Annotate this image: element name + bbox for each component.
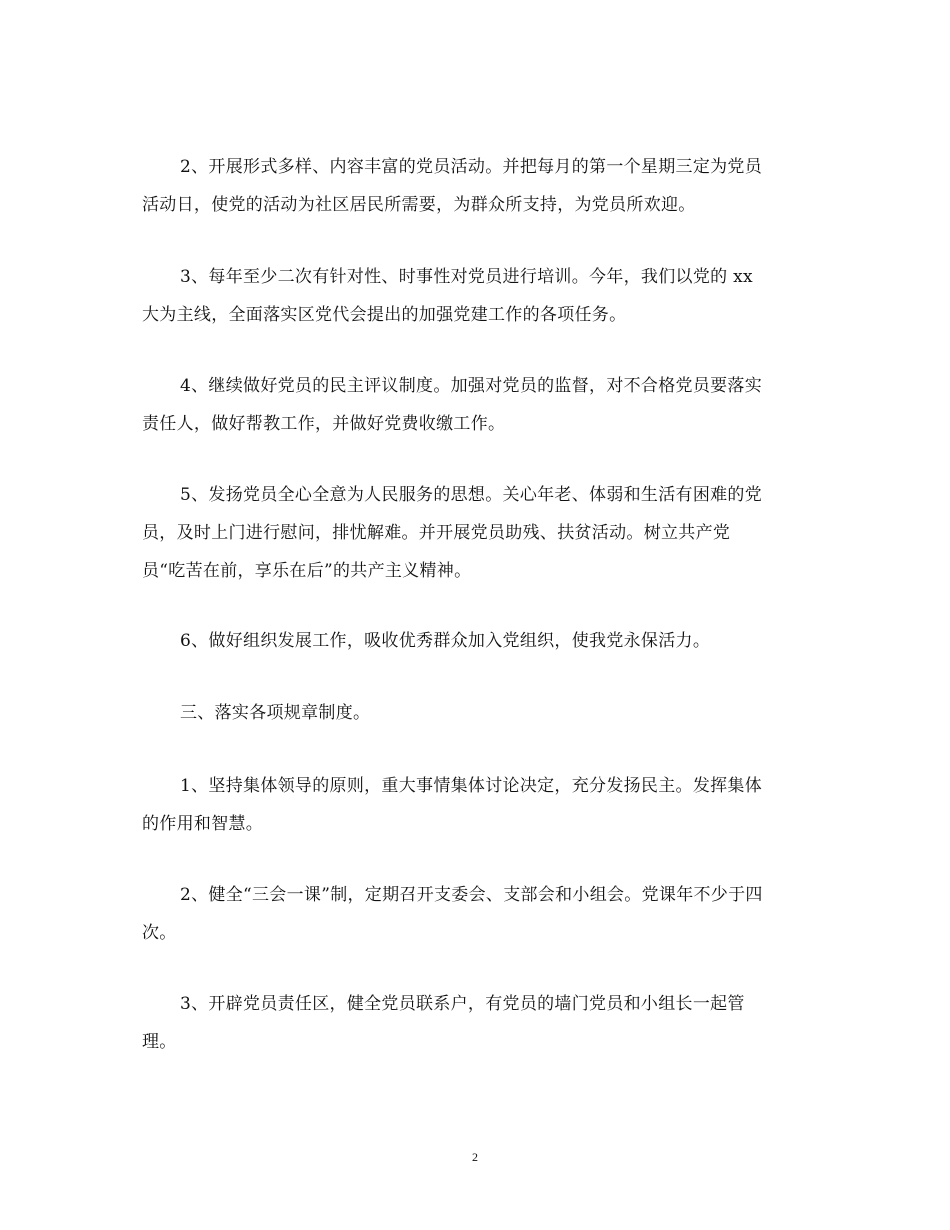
paragraph-line: 4、继续做好党员的民主评议制度。加强对党员的监督，对不合格党员要落实 xyxy=(180,376,763,396)
paragraph-line: 的作用和智慧。 xyxy=(142,814,264,834)
paragraph-line: 员“吃苦在前，享乐在后”的共产主义精神。 xyxy=(142,561,472,581)
paragraph-training xyxy=(142,258,812,334)
paragraph-line: 6、做好组织发展工作，吸收优秀群众加入党组织，使我党永保活力。 xyxy=(180,631,711,651)
paragraph-organization-development xyxy=(142,622,812,660)
paragraph-line: 活动日，使党的活动为社区居民所需要，为群众所支持，为党员所欢迎。 xyxy=(142,195,696,215)
paragraph-responsibility-zone xyxy=(142,985,812,1061)
section-heading-text: 三、落实各项规章制度。 xyxy=(180,703,371,723)
paragraph-line: 2、健全“三会一课”制，定期召开支委会、支部会和小组会。党课年不少于四 xyxy=(180,885,763,905)
paragraph-line: 3、开辟党员责任区，健全党员联系户，有党员的墙门党员和小组长一起管 xyxy=(180,994,745,1014)
paragraph-line: 5、发扬党员全心全意为人民服务的思想。关心年老、体弱和生活有困难的党 xyxy=(180,485,763,505)
paragraph-line: 2、开展形式多样、内容丰富的党员活动。并把每月的第一个星期三定为党员 xyxy=(180,157,763,177)
section-heading-rules xyxy=(142,694,812,732)
paragraph-line: 理。 xyxy=(142,1032,177,1052)
paragraph-line: 大为主线，全面落实区党代会提出的加强党建工作的各项任务。 xyxy=(142,305,627,325)
paragraph-serve-people xyxy=(142,476,812,590)
paragraph-line: 员，及时上门进行慰问，排忧解难。并开展党员助残、扶贫活动。树立共产党 xyxy=(142,523,731,543)
paragraph-line: 责任人，做好帮教工作，并做好党费收缴工作。 xyxy=(142,414,506,434)
paragraph-line: 1、坚持集体领导的原则，重大事情集体讨论决定，充分发扬民主。发挥集体 xyxy=(180,776,763,796)
paragraph-party-activities xyxy=(142,148,812,224)
paragraph-line: 次。 xyxy=(142,923,177,943)
paragraph-democratic-review xyxy=(142,367,812,443)
paragraph-collective-leadership xyxy=(142,767,812,843)
paragraph-meetings xyxy=(142,876,812,952)
page-number: 2 xyxy=(472,1150,478,1164)
paragraph-line: 3、每年至少二次有针对性、时事性对党员进行培训。今年，我们以党的 xx xyxy=(180,267,753,287)
